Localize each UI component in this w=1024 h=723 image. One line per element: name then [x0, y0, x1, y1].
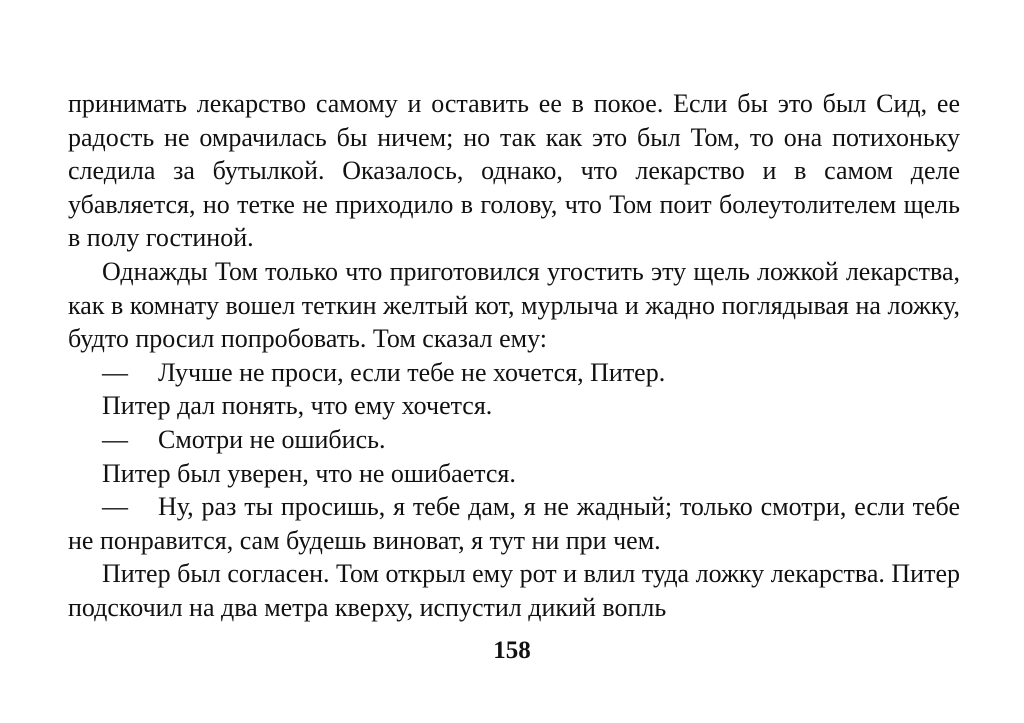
page-body [68, 87, 960, 625]
paragraph [68, 557, 960, 624]
paragraph-text: Однажды Том только что приготовился угостить эту щель ложкой лекарства, как в комнату вошел теткин желтый кот, мурлыча и жадно поглядывая на ложку, будто просил попробовать. Том сказал ему: [68, 256, 960, 354]
dialog-text: Ну, раз ты просишь, я тебе дам, я не жадный; только смотри, если тебе не понравится, сам будешь виноват, я тут ни при чем. [68, 492, 960, 555]
dialog-dash: — [102, 357, 128, 387]
paragraph-text: Питер дал понять, что ему хочется. [102, 391, 493, 421]
dialog-text: Лучше не проси, если тебе не хочется, Питер. [158, 357, 666, 387]
dialog-line [68, 490, 960, 557]
paragraph [68, 389, 960, 423]
paragraph-text: Питер был согласен. Том открыл ему рот и влил туда ложку лекарства. Питер подскочил на два метра кверху, испустил дикий вопль [68, 559, 960, 622]
paragraph-text: принимать лекарство самому и оставить ее в покое. Если бы это был Сид, ее радость не омрачилась бы ничем; но так как это был Том, то она потихоньку следила за бутылкой. Оказалось, однако, что лекарство и в самом деле убавляется, но тетке не приходило в голову, что Том поит болеутолителем щель в полу гостиной. [68, 89, 960, 253]
paragraph [68, 457, 960, 491]
page-number: 158 [493, 637, 531, 664]
dialog-dash: — [102, 492, 128, 522]
dialog-line [68, 356, 960, 390]
paragraph-text: Питер был уверен, что не ошибается. [102, 458, 516, 488]
paragraph [68, 255, 960, 356]
dialog-dash: — [102, 424, 128, 454]
dialog-line [68, 423, 960, 457]
dialog-text: Смотри не ошибись. [158, 424, 386, 454]
paragraph [68, 87, 960, 255]
